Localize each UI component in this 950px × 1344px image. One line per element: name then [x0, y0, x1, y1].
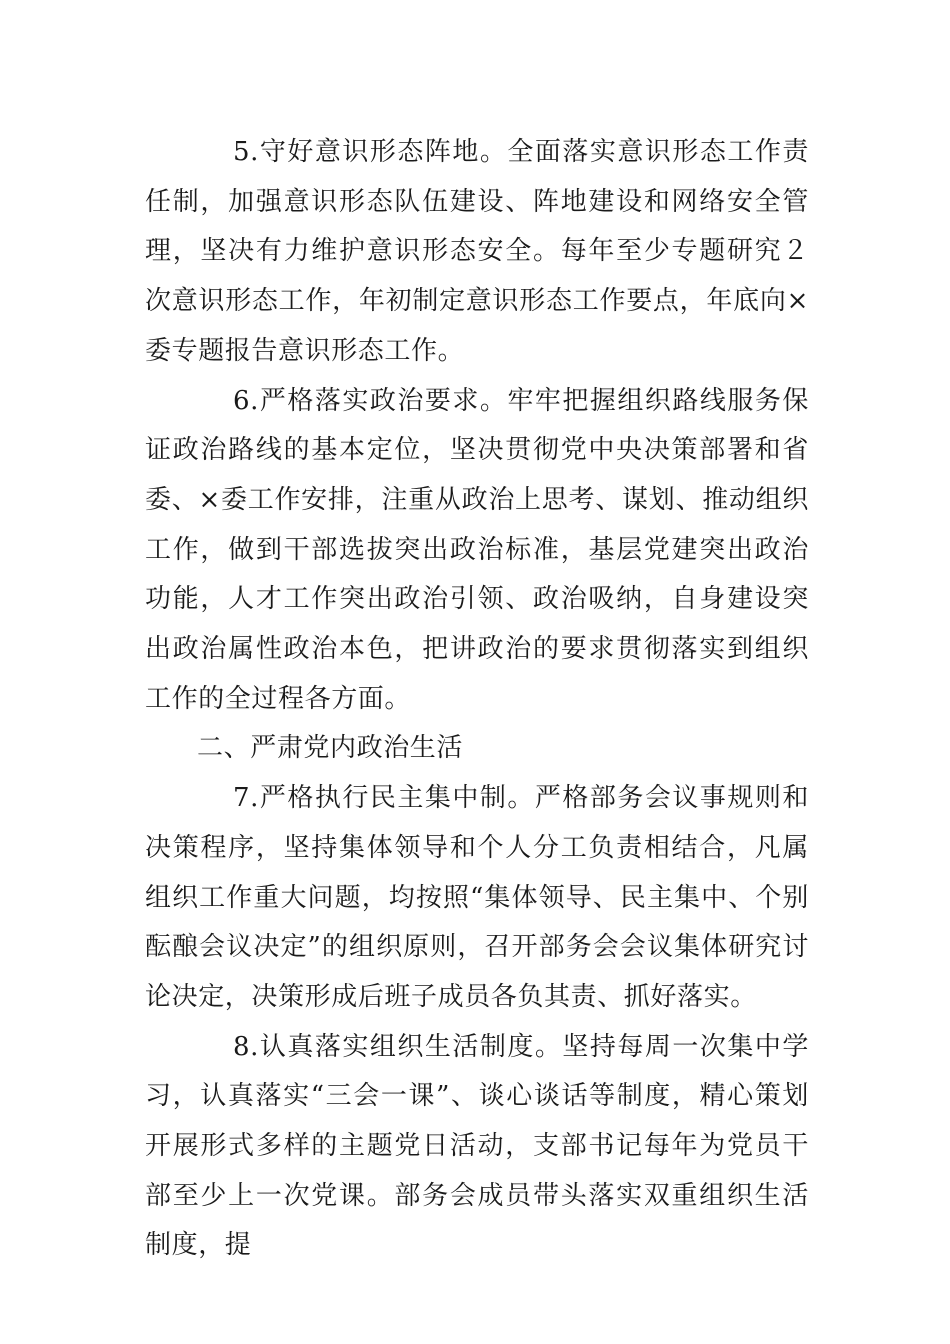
paragraph-7-democratic-centralism: 7.严格执行民主集中制。严格部务会议事规则和决策程序，坚持集体领导和个人分工负责相结合，凡属组织工作重大问题，均按照“集体领导、民主集中、个别酝酿会议决定”的组织原则，召开部务会会议集体研究讨论决定，决策形成后班子成员各负其责、抓好落实。 — [145, 783, 809, 1012]
paragraph-5-ideology-position: 5.守好意识形态阵地。全面落实意识形态工作责任制，加强意识形态队伍建设、阵地建设和网络安全管理，坚决有力维护意识形态安全。每年至少专题研究２次意识形态工作，年初制定意识形态工作要点，年底向×委专题报告意识形态工作。 — [145, 137, 809, 366]
paragraph-8-organizational-life: 8.认真落实组织生活制度。坚持每周一次集中学习，认真落实“三会一课”、谈心谈话等制度，精心策划开展形式多样的主题党日活动，支部书记每年为党员干部至少上一次党课。部务会成员带头落实双重组织生活制度，提 — [145, 1031, 809, 1261]
paragraph-6-political-requirements: 6.严格落实政治要求。牢牢把握组织路线服务保证政治路线的基本定位，坚决贯彻党中央决策部署和省委、×委工作安排，注重从政治上思考、谋划、推动组织工作，做到干部选拔突出政治标准，基层党建突出政治功能，人才工作突出政治引领、政治吸纳，自身建设突出政治属性政治本色，把讲政治的要求贯彻落实到组织工作的全过程各方面。 — [145, 385, 809, 714]
section-heading-party-political-life: 二、严肃党内政治生活 — [197, 733, 464, 764]
document-body — [145, 128, 809, 1271]
